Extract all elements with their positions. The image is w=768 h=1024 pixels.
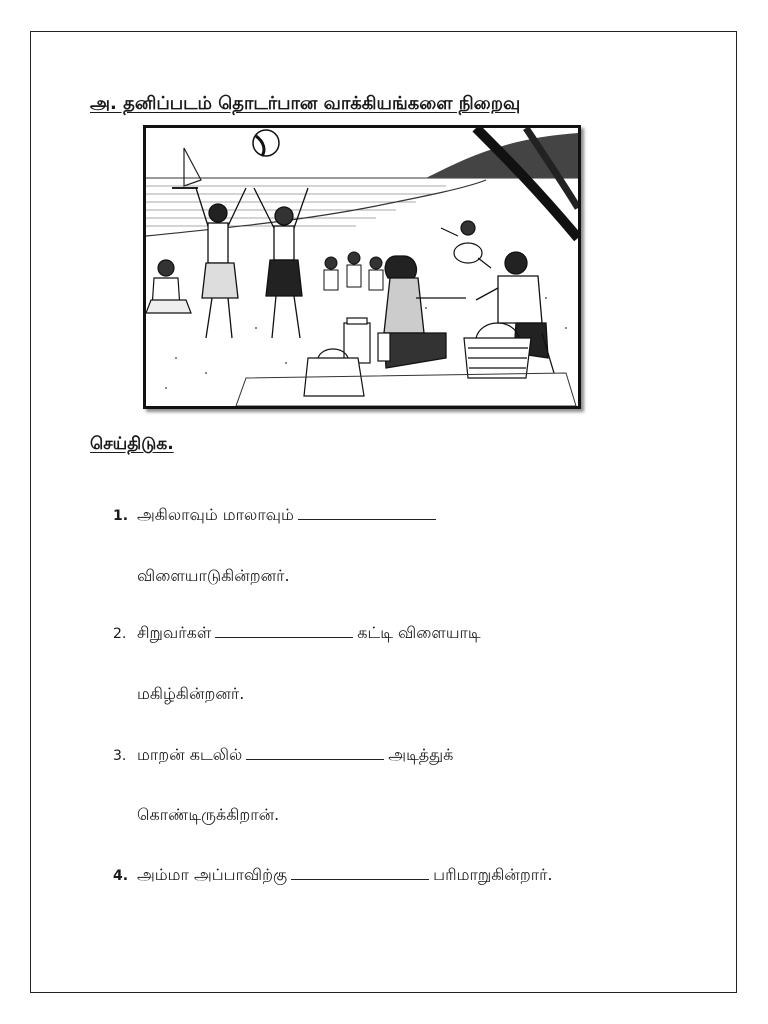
question-4-text-after: பரிமாறுகின்றார்.	[433, 865, 553, 884]
question-4-text: அம்மா அப்பாவிற்கு	[137, 865, 288, 884]
question-1-blank[interactable]	[298, 505, 436, 520]
question-2-continuation: மகிழ்கின்றனர்.	[137, 684, 245, 703]
question-3-text: மாறன் கடலில்	[137, 745, 243, 764]
question-2-text-after: கட்டி விளையாடி	[357, 623, 481, 642]
question-2-line-1	[137, 623, 481, 644]
question-2-blank[interactable]	[215, 623, 353, 638]
question-4-line-1	[137, 865, 553, 886]
question-3-blank[interactable]	[246, 745, 384, 760]
question-2-text: சிறுவர்கள்	[137, 623, 212, 642]
question-3-line-1	[137, 745, 453, 766]
question-3-number: 3.	[113, 748, 127, 764]
instruction-subheading: செய்திடுக.	[90, 434, 174, 454]
question-3-continuation: கொண்டிருக்கிறான்.	[137, 805, 280, 824]
question-1-line-1	[137, 505, 440, 526]
question-1-text: அகிலாவும் மாலாவும்	[137, 505, 294, 524]
beach-picture	[143, 125, 581, 409]
question-3-text-after: அடித்துக்	[388, 745, 454, 764]
worksheet-heading: அ. தனிப்படம் தொடர்பான வாக்கியங்களை நிறைவு	[90, 93, 521, 114]
question-2-number: 2.	[113, 626, 127, 642]
question-4-number: 4.	[113, 868, 129, 884]
question-4-blank[interactable]	[291, 865, 429, 880]
beach-scene-illustration	[146, 128, 578, 406]
question-1-number: 1.	[113, 508, 129, 524]
question-1-continuation: விளையாடுகின்றனர்.	[137, 566, 290, 585]
